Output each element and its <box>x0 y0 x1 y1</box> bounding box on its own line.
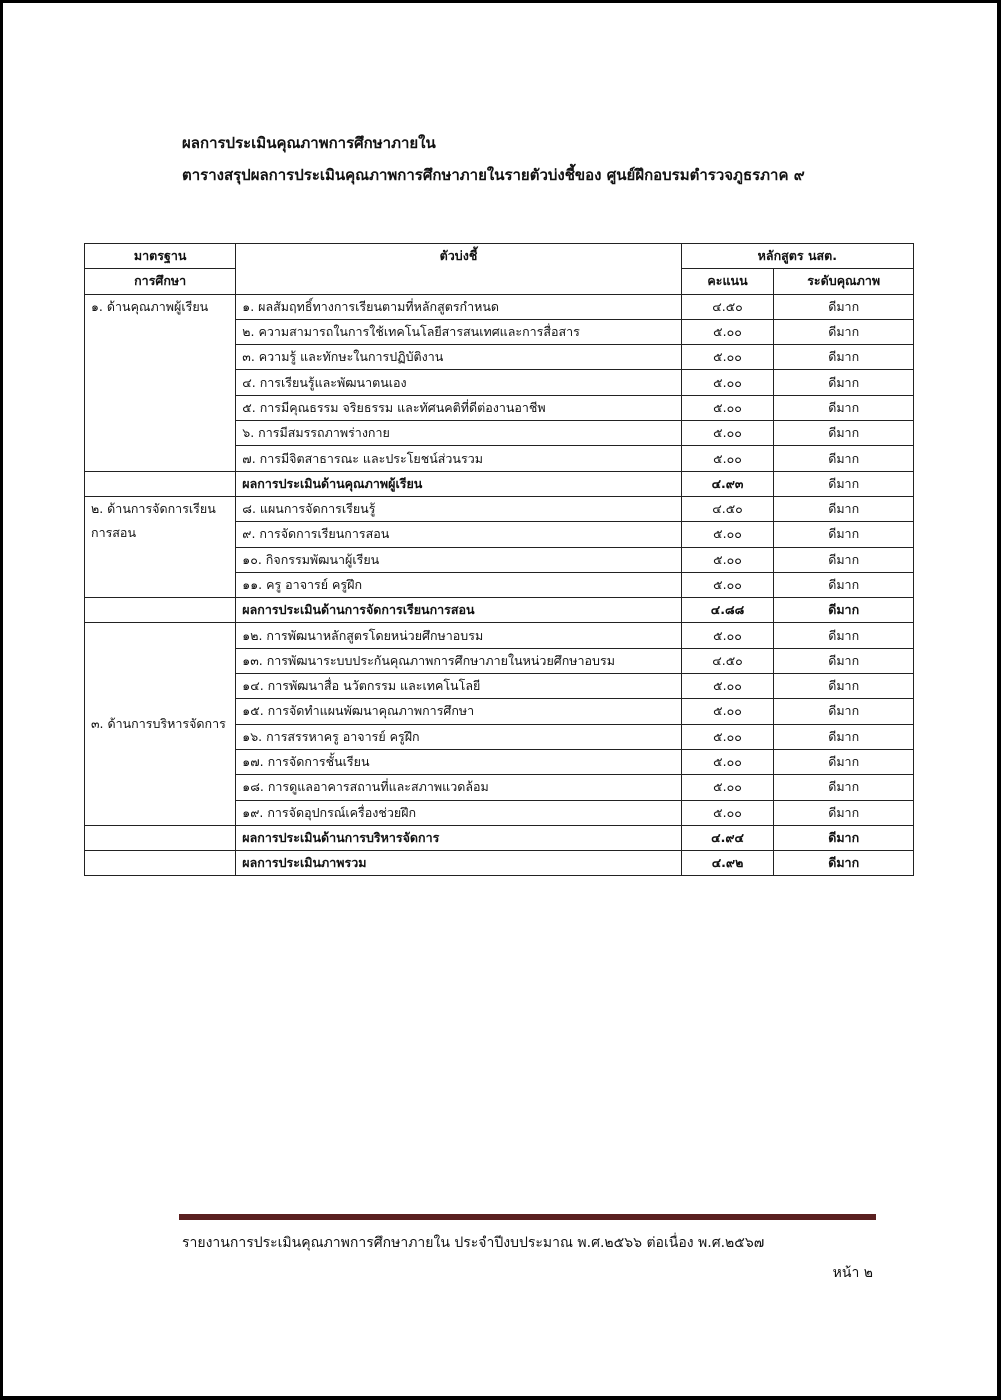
score-cell: ๕.๐๐ <box>681 345 774 370</box>
indicator-cell: ๑๕. การจัดทำแผนพัฒนาคุณภาพการศึกษา <box>236 699 681 724</box>
header-indicator: ตัวบ่งชี้ <box>236 244 681 295</box>
summary-level: ดีมาก <box>774 825 914 850</box>
score-cell: ๕.๐๐ <box>681 699 774 724</box>
page-subtitle: ตารางสรุปผลการประเมินคุณภาพการศึกษาภายในรายตัวบ่งชี้ของ ศูนย์ฝึกอบรมตำรวจภูธรภาค ๙ <box>182 166 805 184</box>
level-cell: ดีมาก <box>774 522 914 547</box>
indicator-cell: ๒. ความสามารถในการใช้เทคโนโลยีสารสนเทศและการสื่อสาร <box>236 319 681 344</box>
page-title: ผลการประเมินคุณภาพการศึกษาภายใน <box>182 134 436 152</box>
score-cell: ๔.๕๐ <box>681 294 774 319</box>
indicator-cell: ๑๗. การจัดการชั้นเรียน <box>236 749 681 774</box>
level-cell: ดีมาก <box>774 370 914 395</box>
header-standard-line2: การศึกษา <box>85 269 236 294</box>
page-number: หน้า ๒ <box>832 1265 873 1281</box>
indicator-cell: ๑๑. ครู อาจารย์ ครูฝึก <box>236 572 681 597</box>
page-border-left <box>0 0 3 1400</box>
overall-label: ผลการประเมินภาพรวม <box>236 851 681 876</box>
standard-learner-quality: ๑. ด้านคุณภาพผู้เรียน <box>85 294 236 471</box>
summary-level: ดีมาก <box>774 598 914 623</box>
summary-row <box>85 825 914 850</box>
page-border-right <box>997 0 1001 1400</box>
footer-report-title: รายงานการประเมินคุณภาพการศึกษาภายใน ประจำปีงบประมาณ พ.ศ.๒๕๖๖ ต่อเนื่อง พ.ศ.๒๕๖๗ <box>182 1235 765 1251</box>
table-row <box>85 623 914 648</box>
score-cell: ๕.๐๐ <box>681 319 774 344</box>
summary-level: ดีมาก <box>774 471 914 496</box>
score-cell: ๔.๕๐ <box>681 648 774 673</box>
score-cell: ๕.๐๐ <box>681 370 774 395</box>
summary-label: ผลการประเมินด้านการบริหารจัดการ <box>236 825 681 850</box>
indicator-cell: ๑๐. กิจกรรมพัฒนาผู้เรียน <box>236 547 681 572</box>
indicator-cell: ๕. การมีคุณธรรม จริยธรรม และทัศนคติที่ดีต่องานอาชีพ <box>236 395 681 420</box>
score-cell: ๕.๐๐ <box>681 674 774 699</box>
header-program: หลักสูตร นสต. <box>681 244 913 269</box>
blank-cell <box>85 825 236 850</box>
level-cell: ดีมาก <box>774 294 914 319</box>
page-border-bottom <box>0 1396 1001 1400</box>
indicator-cell: ๑๖. การสรรหาครู อาจารย์ ครูฝึก <box>236 724 681 749</box>
overall-row <box>85 851 914 876</box>
score-cell: ๕.๐๐ <box>681 749 774 774</box>
indicator-cell: ๔. การเรียนรู้และพัฒนาตนเอง <box>236 370 681 395</box>
level-cell: ดีมาก <box>774 699 914 724</box>
level-cell: ดีมาก <box>774 724 914 749</box>
blank-cell <box>85 598 236 623</box>
summary-score: ๔.๘๘ <box>681 598 774 623</box>
table-row <box>85 496 914 521</box>
score-cell: ๕.๐๐ <box>681 446 774 471</box>
level-cell: ดีมาก <box>774 319 914 344</box>
level-cell: ดีมาก <box>774 496 914 521</box>
indicator-cell: ๗. การมีจิตสาธารณะ และประโยชน์ส่วนรวม <box>236 446 681 471</box>
score-cell: ๔.๕๐ <box>681 496 774 521</box>
score-cell: ๕.๐๐ <box>681 395 774 420</box>
blank-cell <box>85 851 236 876</box>
level-cell: ดีมาก <box>774 749 914 774</box>
overall-score: ๔.๙๒ <box>681 851 774 876</box>
score-cell: ๕.๐๐ <box>681 775 774 800</box>
indicator-cell: ๖. การมีสมรรถภาพร่างกาย <box>236 421 681 446</box>
level-cell: ดีมาก <box>774 547 914 572</box>
assessment-table <box>84 243 914 876</box>
indicator-cell: ๑. ผลสัมฤทธิ์ทางการเรียนตามที่หลักสูตรกำหนด <box>236 294 681 319</box>
level-cell: ดีมาก <box>774 623 914 648</box>
level-cell: ดีมาก <box>774 800 914 825</box>
level-cell: ดีมาก <box>774 572 914 597</box>
header-score: คะแนน <box>681 269 774 294</box>
score-cell: ๕.๐๐ <box>681 522 774 547</box>
header-level: ระดับคุณภาพ <box>774 269 914 294</box>
level-cell: ดีมาก <box>774 446 914 471</box>
summary-label: ผลการประเมินด้านการจัดการเรียนการสอน <box>236 598 681 623</box>
indicator-cell: ๑๔. การพัฒนาสื่อ นวัตกรรม และเทคโนโลยี <box>236 674 681 699</box>
standard-teaching: ๒. ด้านการจัดการเรียนการสอน <box>85 496 236 597</box>
summary-row <box>85 471 914 496</box>
indicator-cell: ๓. ความรู้ และทักษะในการปฏิบัติงาน <box>236 345 681 370</box>
score-cell: ๕.๐๐ <box>681 800 774 825</box>
overall-level: ดีมาก <box>774 851 914 876</box>
score-cell: ๕.๐๐ <box>681 421 774 446</box>
indicator-cell: ๘. แผนการจัดการเรียนรู้ <box>236 496 681 521</box>
score-cell: ๕.๐๐ <box>681 547 774 572</box>
level-cell: ดีมาก <box>774 395 914 420</box>
level-cell: ดีมาก <box>774 345 914 370</box>
indicator-cell: ๑๓. การพัฒนาระบบประกันคุณภาพการศึกษาภายในหน่วยศึกษาอบรม <box>236 648 681 673</box>
page-border-top <box>0 0 1001 3</box>
score-cell: ๕.๐๐ <box>681 572 774 597</box>
summary-score: ๔.๙๓ <box>681 471 774 496</box>
indicator-cell: ๑๒. การพัฒนาหลักสูตรโดยหน่วยศึกษาอบรม <box>236 623 681 648</box>
level-cell: ดีมาก <box>774 648 914 673</box>
summary-score: ๔.๙๔ <box>681 825 774 850</box>
standard-management: ๓. ด้านการบริหารจัดการ <box>85 623 236 825</box>
summary-label: ผลการประเมินด้านคุณภาพผู้เรียน <box>236 471 681 496</box>
score-cell: ๕.๐๐ <box>681 724 774 749</box>
summary-row <box>85 598 914 623</box>
indicator-cell: ๙. การจัดการเรียนการสอน <box>236 522 681 547</box>
indicator-cell: ๑๘. การดูแลอาคารสถานที่และสภาพแวดล้อม <box>236 775 681 800</box>
blank-cell <box>85 471 236 496</box>
table-row <box>85 294 914 319</box>
indicator-cell: ๑๙. การจัดอุปกรณ์เครื่องช่วยฝึก <box>236 800 681 825</box>
header-standard-line1: มาตรฐาน <box>85 244 236 269</box>
score-cell: ๕.๐๐ <box>681 623 774 648</box>
level-cell: ดีมาก <box>774 674 914 699</box>
footer-divider <box>179 1214 876 1220</box>
level-cell: ดีมาก <box>774 421 914 446</box>
level-cell: ดีมาก <box>774 775 914 800</box>
